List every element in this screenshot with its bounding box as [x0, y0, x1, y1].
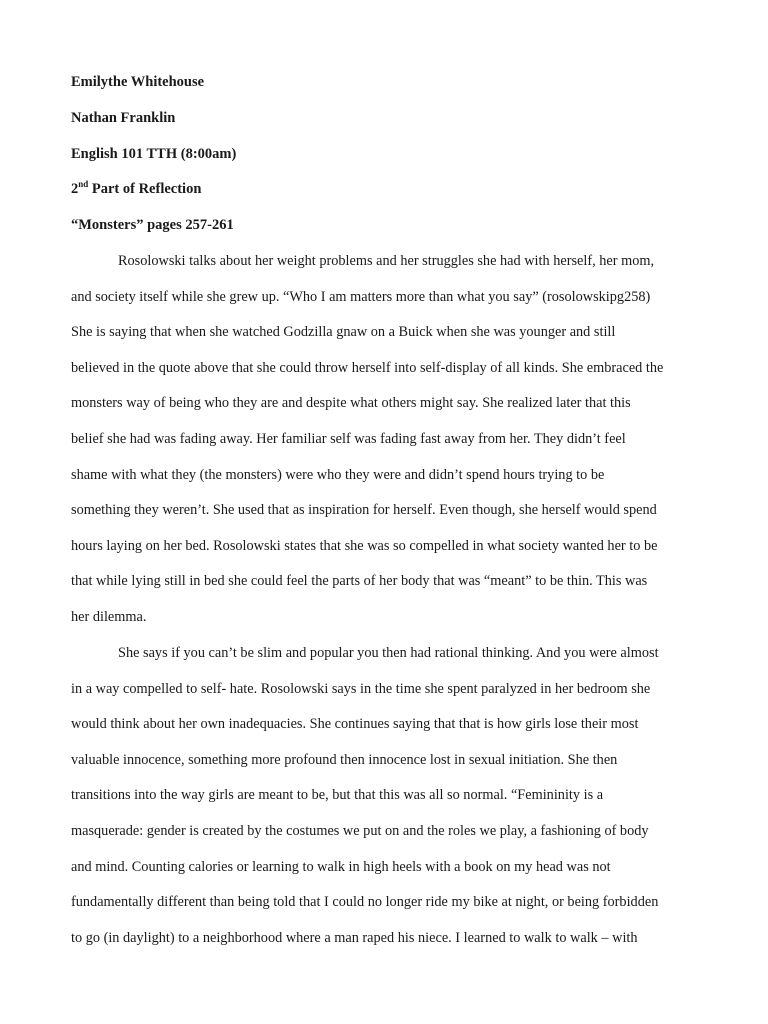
text-line: fundamentally different than being told that I could no longer ride my bike at night, or being forbidden [71, 894, 659, 911]
text-line: Rosolowski talks about her weight problems and her struggles she had with herself, her mom, [118, 253, 655, 269]
text-line: She says if you can’t be slim and popular you then had rational thinking. And you were almost [118, 645, 659, 661]
author-name: Emilythe Whitehouse [71, 74, 205, 90]
part-suffix: nd [78, 179, 89, 190]
text-line: shame with what they (the monsters) were who they were and didn’t spend hours trying to be [71, 466, 605, 483]
course-name: English 101 TTH (8:00am) [71, 146, 237, 162]
paragraph-2 [71, 643, 691, 963]
text-line: masquerade: gender is created by the costumes we put on and the roles we play, a fashioning of body [71, 822, 649, 839]
reading-title: “Monsters” pages 257-261 [71, 217, 234, 233]
text-line: hours laying on her bed. Rosolowski states that she was so compelled in what society wanted her to be [71, 537, 658, 554]
text-line: and society itself while she grew up. “Who I am matters more than what you say” (rosolowskipg258) [71, 288, 651, 305]
assignment-title [71, 179, 201, 199]
text-line: transitions into the way girls are meant to be, but that this was all so normal. “Femininity is a [71, 787, 604, 804]
text-line: that while lying still in bed she could feel the parts of her body that was “meant” to be thin. This was [71, 573, 648, 590]
text-line: monsters way of being who they are and despite what others might say. She realized later that this [71, 395, 631, 412]
text-line: belief she had was fading away. Her familiar self was fading fast away from her. They didn’t feel [71, 430, 626, 447]
part-rest: Part of Reflection [88, 181, 202, 197]
text-line: to go (in daylight) to a neighborhood where a man raped his niece. I learned to walk to walk – with [71, 929, 638, 946]
text-line: her dilemma. [71, 608, 147, 625]
instructor-name: Nathan Franklin [71, 110, 176, 126]
text-line: in a way compelled to self- hate. Rosolowski says in the time she spent paralyzed in her bedroom she [71, 680, 651, 697]
text-line: and mind. Counting calories or learning to walk in high heels with a book on my head was not [71, 858, 611, 875]
text-line: something they weren’t. She used that as inspiration for herself. Even though, she herself would spend [71, 502, 657, 519]
text-line: would think about her own inadequacies. She continues saying that that is how girls lose their most [71, 716, 639, 733]
text-line: believed in the quote above that she could throw herself into self-display of all kinds. She embraced the [71, 359, 664, 376]
text-line: valuable innocence, something more profound then innocence lost in sexual initiation. She then [71, 751, 618, 768]
part-number: 2 [71, 181, 79, 197]
paragraph-1 [71, 251, 691, 643]
text-line: She is saying that when she watched Godzilla gnaw on a Buick when she was younger and still [71, 324, 616, 341]
